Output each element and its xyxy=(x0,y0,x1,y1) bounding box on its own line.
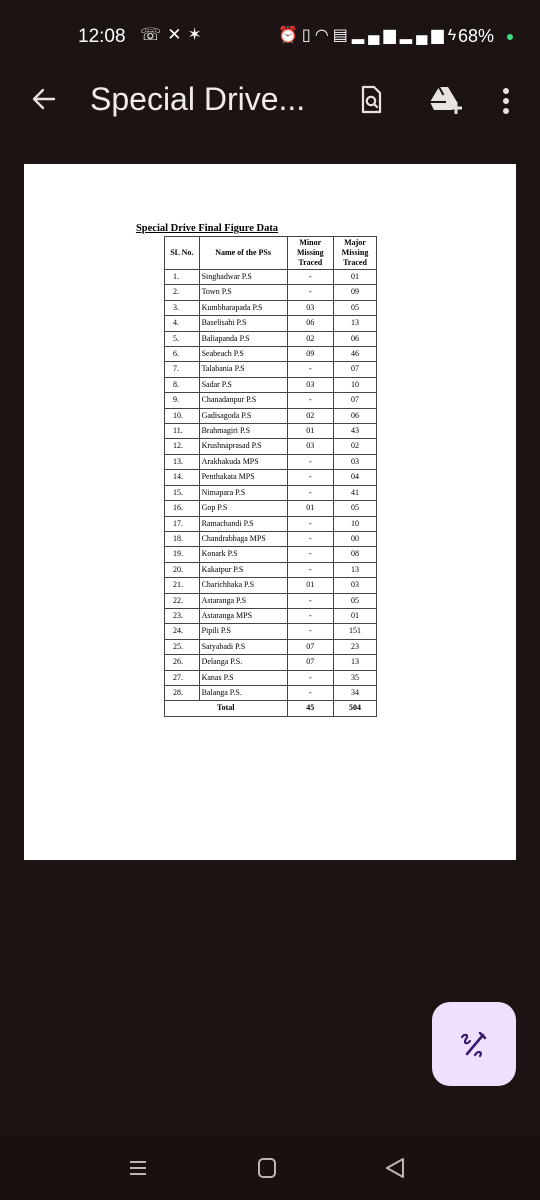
cell-sl: 13. xyxy=(165,454,200,469)
wifi-icon: ◠ xyxy=(314,27,333,44)
cell-sl: 18. xyxy=(165,531,200,546)
cell-major: 46 xyxy=(333,347,376,362)
cell-major: 13 xyxy=(333,316,376,331)
nav-back-button[interactable] xyxy=(384,1156,406,1180)
cell-major: 13 xyxy=(333,562,376,577)
table-row xyxy=(165,608,377,623)
table-row xyxy=(165,685,377,700)
cell-major: 03 xyxy=(333,454,376,469)
table-row xyxy=(165,347,377,362)
cell-major: 08 xyxy=(333,547,376,562)
cell-major: 05 xyxy=(333,300,376,315)
battery-status-dot xyxy=(507,34,513,40)
table-row xyxy=(165,516,377,531)
drive-figure-table xyxy=(164,236,377,717)
cell-ps-name: Brahmagiri P.S xyxy=(199,424,287,439)
cell-sl: 3. xyxy=(165,300,200,315)
table-row xyxy=(165,655,377,670)
cell-sl: 22. xyxy=(165,593,200,608)
signal-icon: ▂▄▆ xyxy=(399,27,448,44)
cell-major: 23 xyxy=(333,639,376,654)
cell-sl: 15. xyxy=(165,485,200,500)
cell-minor: - xyxy=(287,562,333,577)
cell-major: 04 xyxy=(333,470,376,485)
cell-sl: 27. xyxy=(165,670,200,685)
alarm-icon: ⏰ xyxy=(278,27,302,44)
cell-major: 00 xyxy=(333,531,376,546)
cell-major: 01 xyxy=(333,270,376,285)
cell-sl: 17. xyxy=(165,516,200,531)
recents-icon xyxy=(128,1158,148,1178)
x-icon: ✕ xyxy=(167,25,188,44)
table-row xyxy=(165,485,377,500)
arrow-back-icon xyxy=(30,82,58,116)
cell-ps-name: Astaranga MPS xyxy=(199,608,287,623)
vibrate-icon: ▯ xyxy=(301,27,315,44)
cell-major: 05 xyxy=(333,593,376,608)
cell-sl: 9. xyxy=(165,393,200,408)
cell-sl: 4. xyxy=(165,316,200,331)
search-document-button[interactable] xyxy=(358,84,384,116)
cell-sl: 8. xyxy=(165,377,200,392)
missed-call-icon: ☏ xyxy=(140,25,168,44)
cell-minor: 01 xyxy=(287,424,333,439)
status-left-icons xyxy=(140,25,208,45)
table-row xyxy=(165,562,377,577)
cell-minor: - xyxy=(287,624,333,639)
column-header-name: Name of the PSs xyxy=(199,237,287,270)
cell-minor: - xyxy=(287,454,333,469)
cell-major: 35 xyxy=(333,670,376,685)
table-row xyxy=(165,624,377,639)
cell-sl: 24. xyxy=(165,624,200,639)
cell-minor: - xyxy=(287,531,333,546)
cell-sl: 12. xyxy=(165,439,200,454)
cell-minor: - xyxy=(287,593,333,608)
cell-minor: - xyxy=(287,516,333,531)
cell-ps-name: Charichhaka P.S xyxy=(199,578,287,593)
cell-sl: 2. xyxy=(165,285,200,300)
cell-sl: 11. xyxy=(165,424,200,439)
home-button[interactable] xyxy=(258,1158,276,1178)
cell-ps-name: Gop P.S xyxy=(199,501,287,516)
cell-major: 06 xyxy=(333,331,376,346)
table-row xyxy=(165,439,377,454)
cell-sl: 21. xyxy=(165,578,200,593)
total-row xyxy=(165,701,377,716)
cell-minor: 01 xyxy=(287,578,333,593)
cell-minor: - xyxy=(287,393,333,408)
cell-minor: - xyxy=(287,270,333,285)
table-row xyxy=(165,547,377,562)
cell-major: 02 xyxy=(333,439,376,454)
search-document-icon xyxy=(358,84,384,116)
volte-icon: ▤ xyxy=(332,27,352,44)
cell-major: 05 xyxy=(333,501,376,516)
cell-ps-name: Town P.S xyxy=(199,285,287,300)
document-heading: Special Drive Final Figure Data xyxy=(135,223,279,234)
cell-major: 07 xyxy=(333,362,376,377)
table-row xyxy=(165,531,377,546)
cell-minor: 07 xyxy=(287,639,333,654)
edit-pen-icon xyxy=(458,1028,490,1060)
cell-ps-name: Chandrabhaga MPS xyxy=(199,531,287,546)
cell-major: 151 xyxy=(333,624,376,639)
table-row xyxy=(165,454,377,469)
cell-major: 03 xyxy=(333,578,376,593)
back-icon xyxy=(384,1156,406,1180)
cell-minor: 03 xyxy=(287,439,333,454)
table-row xyxy=(165,408,377,423)
cell-minor: 03 xyxy=(287,377,333,392)
status-bar xyxy=(0,0,540,72)
table-row xyxy=(165,393,377,408)
cell-major: 01 xyxy=(333,608,376,623)
cell-major: 43 xyxy=(333,424,376,439)
cell-sl: 16. xyxy=(165,501,200,516)
cell-ps-name: Seabeach P.S xyxy=(199,347,287,362)
cell-ps-name: Kanas P.S xyxy=(199,670,287,685)
cell-minor: - xyxy=(287,362,333,377)
cell-major: 10 xyxy=(333,377,376,392)
cell-ps-name: Talabania P.S xyxy=(199,362,287,377)
cell-ps-name: Gadisagoda P.S xyxy=(199,408,287,423)
bluetooth-icon: ✶ xyxy=(187,25,208,44)
cell-major: 10 xyxy=(333,516,376,531)
cell-minor: - xyxy=(287,670,333,685)
total-minor: 45 xyxy=(287,701,333,716)
cell-sl: 19. xyxy=(165,547,200,562)
cell-ps-name: Singhadwar P.S xyxy=(199,270,287,285)
table-row xyxy=(165,578,377,593)
cell-sl: 7. xyxy=(165,362,200,377)
table-row xyxy=(165,362,377,377)
cell-sl: 23. xyxy=(165,608,200,623)
back-button[interactable] xyxy=(30,82,58,116)
cell-sl: 10. xyxy=(165,408,200,423)
cell-ps-name: Satyabadi P.S xyxy=(199,639,287,654)
document-page[interactable] xyxy=(24,164,516,860)
table-row xyxy=(165,639,377,654)
cell-ps-name: Baselisahi P.S xyxy=(199,316,287,331)
cell-minor: 06 xyxy=(287,316,333,331)
status-right-icons xyxy=(278,25,460,45)
cell-ps-name: Krushnaprasad P.S xyxy=(199,439,287,454)
table-body xyxy=(165,270,377,701)
table-header-row xyxy=(165,237,377,270)
app-bar xyxy=(0,72,540,132)
drive-add-icon xyxy=(428,84,464,116)
cell-major: 34 xyxy=(333,685,376,700)
cell-ps-name: Nimapara P.S xyxy=(199,485,287,500)
table-row xyxy=(165,593,377,608)
cell-ps-name: Kakatpur P.S xyxy=(199,562,287,577)
cell-minor: - xyxy=(287,485,333,500)
cell-ps-name: Kumbharapada P.S xyxy=(199,300,287,315)
cell-ps-name: Ramachandi P.S xyxy=(199,516,287,531)
cell-minor: - xyxy=(287,470,333,485)
cell-ps-name: Sadar P.S xyxy=(199,377,287,392)
cell-major: 09 xyxy=(333,285,376,300)
cell-ps-name: Balanga P.S. xyxy=(199,685,287,700)
cell-sl: 25. xyxy=(165,639,200,654)
table-row xyxy=(165,331,377,346)
cell-major: 41 xyxy=(333,485,376,500)
system-nav-bar xyxy=(0,1136,540,1200)
cell-ps-name: Pipili P.S xyxy=(199,624,287,639)
status-time: 12:08 xyxy=(78,26,126,47)
table-row xyxy=(165,670,377,685)
cell-minor: 09 xyxy=(287,347,333,362)
cell-minor: 07 xyxy=(287,655,333,670)
edit-fab-button[interactable] xyxy=(432,1002,516,1086)
cell-minor: - xyxy=(287,685,333,700)
cell-minor: 03 xyxy=(287,300,333,315)
add-to-drive-button[interactable] xyxy=(428,84,464,116)
signal-icon: ▂▄▆ xyxy=(351,27,400,44)
column-header-minor: Minor Missing Traced xyxy=(287,237,333,270)
total-label: Total xyxy=(165,701,288,716)
cell-sl: 1. xyxy=(165,270,200,285)
cell-sl: 5. xyxy=(165,331,200,346)
table-row xyxy=(165,285,377,300)
cell-ps-name: Konark P.S xyxy=(199,547,287,562)
more-vert-icon xyxy=(498,84,514,118)
cell-ps-name: Chanadanpur P.S xyxy=(199,393,287,408)
cell-sl: 6. xyxy=(165,347,200,362)
recents-button[interactable] xyxy=(128,1158,148,1178)
cell-sl: 14. xyxy=(165,470,200,485)
cell-minor: 02 xyxy=(287,408,333,423)
cell-major: 07 xyxy=(333,393,376,408)
table-row xyxy=(165,424,377,439)
cell-major: 13 xyxy=(333,655,376,670)
column-header-sl: SL No. xyxy=(165,237,200,270)
table-row xyxy=(165,470,377,485)
total-major: 504 xyxy=(333,701,376,716)
cell-ps-name: Baliapanda P.S xyxy=(199,331,287,346)
cell-sl: 20. xyxy=(165,562,200,577)
cell-minor: - xyxy=(287,285,333,300)
table-row xyxy=(165,377,377,392)
column-header-major: Major Missing Traced xyxy=(333,237,376,270)
table-row xyxy=(165,300,377,315)
cell-ps-name: Penthakata MPS xyxy=(199,470,287,485)
table-row xyxy=(165,316,377,331)
cell-major: 06 xyxy=(333,408,376,423)
cell-minor: - xyxy=(287,608,333,623)
cell-sl: 28. xyxy=(165,685,200,700)
cell-minor: 02 xyxy=(287,331,333,346)
battery-percent: 68% xyxy=(458,26,495,46)
cell-minor: 01 xyxy=(287,501,333,516)
document-title: Special Drive... xyxy=(90,81,306,117)
more-options-button[interactable] xyxy=(498,84,514,118)
table-row xyxy=(165,501,377,516)
cell-ps-name: Arakhakuda MPS xyxy=(199,454,287,469)
charging-icon: ϟ xyxy=(447,27,461,44)
cell-minor: - xyxy=(287,547,333,562)
cell-ps-name: Astaranga P.S xyxy=(199,593,287,608)
table-row xyxy=(165,270,377,285)
cell-ps-name: Delanga P.S. xyxy=(199,655,287,670)
cell-sl: 26. xyxy=(165,655,200,670)
